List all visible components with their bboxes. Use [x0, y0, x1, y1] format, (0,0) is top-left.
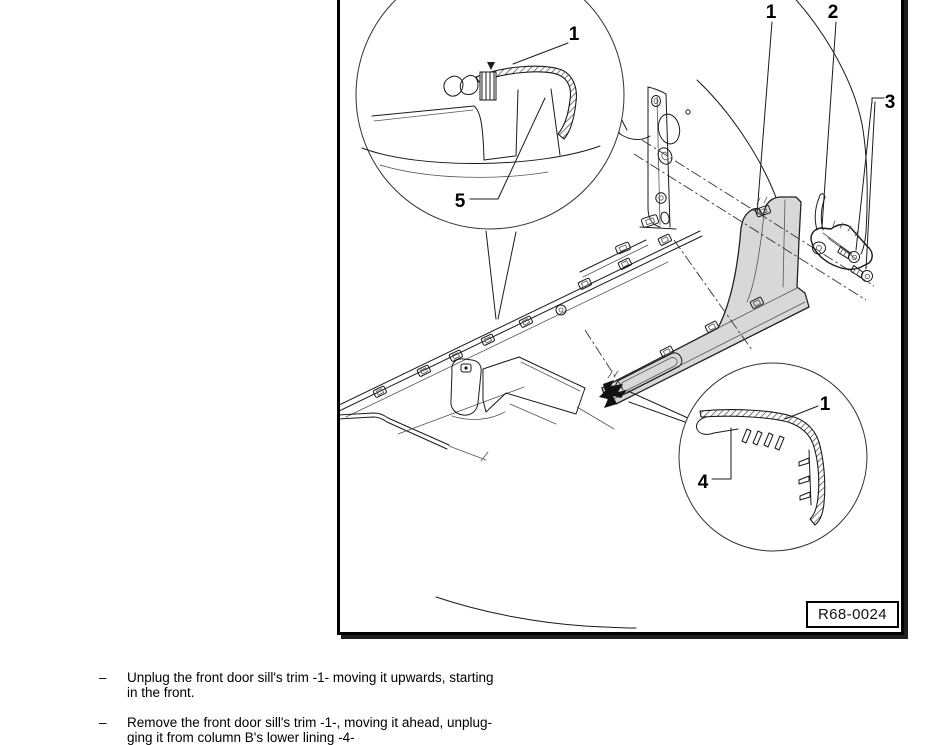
- handle-part: [811, 194, 872, 270]
- instruction-line: in the front.: [127, 684, 195, 700]
- callout-detail-bottom-lining: 4: [697, 472, 709, 493]
- callout-detail-top-trim: 1: [568, 24, 580, 45]
- figure-frame: [337, 0, 904, 635]
- instruction-line: Remove the front door sill's trim -1-, moving it ahead, unplug-: [127, 715, 492, 731]
- callout-detail-bottom-trim: 1: [819, 394, 831, 415]
- rocker-floor-lines: [340, 387, 636, 628]
- figure-code-box: [806, 601, 899, 628]
- instruction-text: [127, 716, 492, 745]
- detail-circle-top: [356, 0, 624, 229]
- callout-detail-top-clip: 5: [454, 191, 466, 212]
- instruction-item: [99, 716, 619, 745]
- instruction-list: [99, 671, 619, 745]
- detail-circle-bottom: [679, 363, 867, 551]
- door-sill: [340, 231, 702, 417]
- instruction-text: [127, 671, 493, 700]
- figure-code: R68-0024: [817, 606, 888, 623]
- technical-illustration: [340, 0, 901, 632]
- callout-handle: 2: [827, 2, 839, 23]
- seat-console-bracket: [451, 357, 614, 429]
- screws: [836, 246, 874, 283]
- instruction-item: [99, 671, 619, 700]
- instruction-line: Unplug the front door sill's trim -1- moving it upwards, starting: [127, 670, 494, 685]
- instruction-line: ging it from column B's lower lining -4-: [127, 729, 355, 745]
- callout-screws: 3: [884, 92, 896, 113]
- callout-trim-main: 1: [765, 2, 777, 23]
- bullet-dash: –: [99, 715, 107, 731]
- bullet-dash: –: [99, 670, 107, 685]
- top-detail-pointer-b: [498, 232, 516, 319]
- top-detail-pointer-a: [486, 231, 496, 319]
